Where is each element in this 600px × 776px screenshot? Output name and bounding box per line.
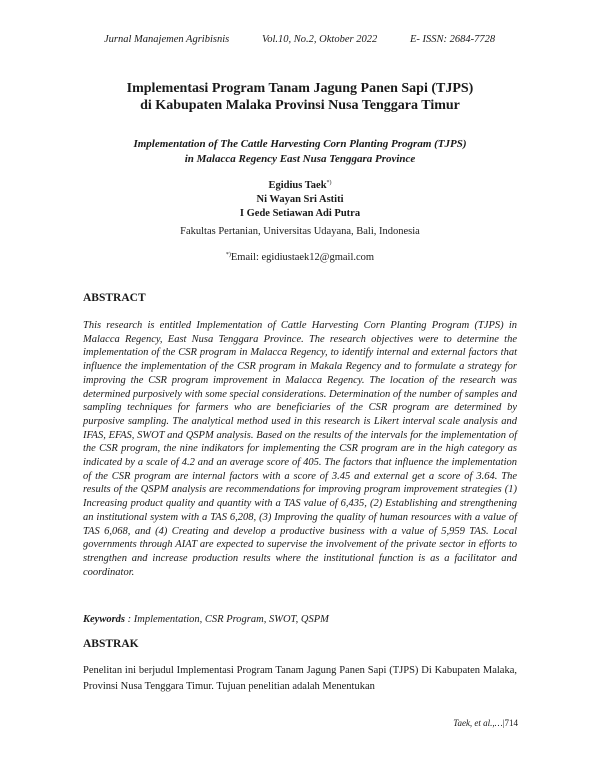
abstract-heading: ABSTRACT: [83, 292, 146, 304]
footer-citation: Taek, et al.,…: [453, 718, 503, 728]
affiliation: Fakultas Pertanian, Universitas Udayana, Bali, Indonesia: [180, 226, 420, 237]
title-line-2: di Kabupaten Malaka Provinsi Nusa Tenggara Timur: [140, 98, 460, 113]
contact-email: [60, 252, 540, 263]
abstrak-heading: ABSTRAK: [83, 638, 139, 650]
abstrak-body: [83, 663, 517, 695]
author-list: [60, 176, 540, 221]
corresponding-mark: *): [326, 180, 332, 186]
abstract-paragraph: This research is entitled Implementation of Cattle Harvesting Corn Planting Program (TJPS) in Malacca Regency, East Nusa Tenggara Province. The research objectives were to determine the implementation of the CSR program in Malacca Regency, to identify internal and external factors that influence the implementation of the CSR program in Makala Regency and to formulate a strategy for improving the CSR program improvement in Malacca Regency. The location of the research was determined purposively with some special considerations. Determination of the number of samples and sampling techniques for farmers who are beneficiaries of the CSR program are determined by purposive sampling. The analytical method used in this research is Likert interval scale analysis and IFAS, EFAS, SWOT and QSPM analysis. Based on the results of the intervals for the implementation of the CSR program, the nine indikators for implementing the CSR program are in the high category as indicated by a scale of 4.2 and an average score of 405. The factors that influence the implementation of the CSR program are internal factors with a score of 3.45 and external get a score of 3.64. The results of the QSPM analysis are recommendations for improving program improvement strategies (1) Increasing product quality and quantity with a TAS value of 6,435, (2) Establishing and strengthening an institutional system with a TAS 6,208, (3) Improving the quality of human resources with a value of TAS 6,068, and (4) Creating and develop a productive business with a value of 5,959 TAS. Local governments through AIAT are expected to supervise the involvement of the private sector in efforts to strengthen and increase production results where the institutional function is as a facilitator and coordinator.: [83, 320, 517, 578]
abstrak-paragraph: Penelitan ini berjudul Implementasi Program Tanam Jagung Panen Sapi (TJPS) Di Kabupaten Malaka, Provinsi Nusa Tenggara Timur. Tujuan penelitian adalah Menentukan: [83, 665, 517, 692]
title-line-1: Implementasi Program Tanam Jagung Panen Sapi (TJPS): [126, 81, 474, 96]
abstract-body: [83, 319, 517, 579]
subtitle-line-2: in Malacca Regency East Nusa Tenggara Province: [184, 153, 416, 165]
author-2: Ni Wayan Sri Astiti: [256, 194, 344, 205]
journal-name: Jurnal Manajemen Agribisnis: [104, 34, 230, 45]
email-text: Email: egidiustaek12@gmail.com: [230, 252, 375, 263]
email-mark: *): [225, 252, 231, 258]
keywords: [83, 614, 517, 625]
paper-subtitle: [60, 137, 540, 167]
page-footer: [453, 718, 518, 728]
journal-issn: E- ISSN: 2684-7728: [410, 34, 496, 45]
keywords-label: Keywords: [83, 614, 125, 625]
author-1: [60, 176, 540, 193]
journal-volume: Vol.10, No.2, Oktober 2022: [262, 34, 378, 45]
paper-title: [60, 80, 540, 114]
author-1-name: Egidius Taek: [268, 180, 327, 191]
page-number: |714: [502, 718, 518, 728]
author-3: I Gede Setiawan Adi Putra: [239, 208, 361, 219]
subtitle-line-1: Implementation of The Cattle Harvesting Corn Planting Program (TJPS): [133, 138, 467, 150]
keywords-text: : Implementation, CSR Program, SWOT, QSPM: [127, 614, 329, 625]
